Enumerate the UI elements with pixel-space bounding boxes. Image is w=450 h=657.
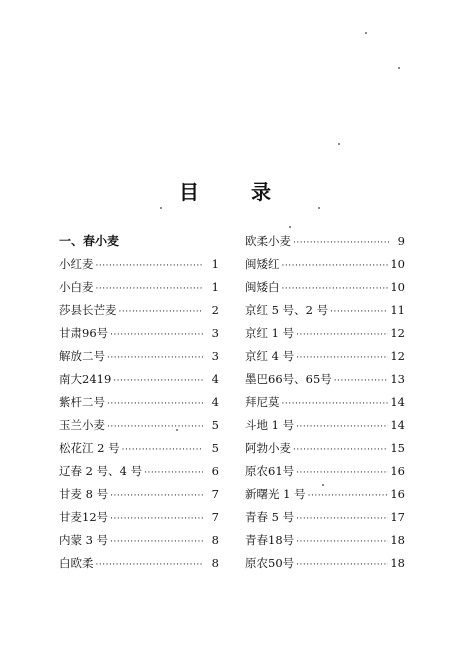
toc-entry-title: 紫杆二号 bbox=[59, 395, 105, 409]
toc-entry-page: 16 bbox=[390, 487, 405, 501]
toc-entry-page: 1 bbox=[211, 257, 219, 271]
toc-entry-page: 18 bbox=[390, 533, 405, 547]
toc-entry bbox=[245, 253, 405, 276]
toc-entry-page: 7 bbox=[211, 487, 219, 501]
toc-entry bbox=[245, 506, 405, 529]
toc-entry-page: 6 bbox=[211, 464, 219, 478]
toc-entry-title: 莎县长芒麦 bbox=[59, 303, 117, 317]
toc-entry-title: 白欧柔 bbox=[59, 556, 94, 570]
toc-dot-leader bbox=[296, 508, 388, 531]
scan-speck bbox=[160, 207, 162, 209]
toc-entry-title: 南大2419 bbox=[59, 372, 112, 386]
toc-entry-title: 闽矮红 bbox=[245, 257, 280, 271]
toc-dot-leader bbox=[96, 278, 204, 301]
toc-entry-page: 17 bbox=[390, 510, 405, 524]
toc-dot-leader bbox=[107, 347, 203, 370]
toc-entry-title: 玉兰小麦 bbox=[59, 418, 105, 432]
toc-left-column bbox=[59, 230, 219, 575]
toc-entry bbox=[245, 414, 405, 437]
toc-entry bbox=[59, 483, 219, 506]
toc-entry bbox=[245, 437, 405, 460]
toc-entry bbox=[245, 368, 405, 391]
toc-entry-title: 甘麦 8 号 bbox=[59, 487, 109, 501]
toc-dot-leader bbox=[96, 554, 204, 577]
toc-entry-page: 10 bbox=[390, 280, 405, 294]
title-char-2: 录 bbox=[251, 180, 271, 204]
toc-entry bbox=[245, 299, 405, 322]
toc-entry-title: 青春 5 号 bbox=[245, 510, 295, 524]
toc-dot-leader bbox=[110, 324, 203, 347]
page-title bbox=[0, 176, 450, 205]
toc-dot-leader bbox=[144, 462, 203, 485]
toc-dot-leader bbox=[334, 370, 389, 393]
toc-entry bbox=[59, 529, 219, 552]
toc-entry-page: 2 bbox=[211, 303, 219, 317]
toc-entry bbox=[59, 368, 219, 391]
toc-entry-page: 12 bbox=[390, 326, 405, 340]
toc-entry-page: 5 bbox=[211, 418, 219, 432]
toc-entry-page: 9 bbox=[397, 234, 405, 248]
toc-entry-page: 15 bbox=[390, 441, 405, 455]
toc-entry-title: 原农61号 bbox=[245, 464, 295, 478]
toc-entry-page: 14 bbox=[390, 418, 405, 432]
toc-entry bbox=[245, 391, 405, 414]
toc-entry-title: 青春18号 bbox=[245, 533, 295, 547]
toc-entry-title: 新曙光 1 号 bbox=[245, 487, 306, 501]
toc-entry bbox=[59, 345, 219, 368]
toc-entry bbox=[245, 483, 405, 506]
toc-dot-leader bbox=[110, 485, 203, 508]
toc-entry bbox=[245, 552, 405, 575]
toc-entry bbox=[59, 276, 219, 299]
toc-entry-title: 原农50号 bbox=[245, 556, 295, 570]
toc-entry bbox=[59, 322, 219, 345]
toc-entry-title: 小白麦 bbox=[59, 280, 94, 294]
toc-right-list bbox=[245, 230, 405, 575]
toc-dot-leader bbox=[308, 485, 389, 508]
scan-speck bbox=[365, 32, 367, 34]
toc-entry-page: 13 bbox=[390, 372, 405, 386]
scan-speck bbox=[398, 67, 400, 69]
scan-speck bbox=[176, 429, 178, 431]
toc-entry-page: 18 bbox=[390, 556, 405, 570]
toc-dot-leader bbox=[296, 416, 388, 439]
toc-entry bbox=[59, 253, 219, 276]
toc-entry-page: 10 bbox=[390, 257, 405, 271]
toc-entry-page: 1 bbox=[211, 280, 219, 294]
toc-entry bbox=[245, 230, 405, 253]
toc-entry-title: 解放二号 bbox=[59, 349, 105, 363]
toc-dot-leader bbox=[296, 347, 388, 370]
toc-dot-leader bbox=[296, 554, 388, 577]
toc-entry bbox=[59, 506, 219, 529]
toc-entry-title: 甘麦12号 bbox=[59, 510, 109, 524]
toc-dot-leader bbox=[96, 255, 204, 278]
toc-dot-leader bbox=[296, 462, 388, 485]
toc-right-column bbox=[245, 230, 405, 575]
scan-speck bbox=[338, 143, 340, 145]
toc-dot-leader bbox=[110, 531, 203, 554]
toc-entry-title: 小红麦 bbox=[59, 257, 94, 271]
toc-entry-page: 16 bbox=[390, 464, 405, 478]
toc-dot-leader bbox=[110, 508, 203, 531]
toc-entry-page: 3 bbox=[211, 349, 219, 363]
toc-entry-title: 拜尼莫 bbox=[245, 395, 280, 409]
toc-entry bbox=[59, 414, 219, 437]
toc-entry-title: 京红 1 号 bbox=[245, 326, 295, 340]
toc-entry bbox=[59, 391, 219, 414]
toc-left-list bbox=[59, 253, 219, 575]
toc-entry-title: 甘肃96号 bbox=[59, 326, 109, 340]
toc-entry-title: 斗地 1 号 bbox=[245, 418, 295, 432]
toc-entry-title: 内蒙 3 号 bbox=[59, 533, 109, 547]
toc-dot-leader bbox=[293, 232, 389, 255]
toc-dot-leader bbox=[113, 370, 203, 393]
toc-entry bbox=[245, 345, 405, 368]
toc-entry-page: 11 bbox=[390, 303, 405, 317]
toc-entry-page: 4 bbox=[211, 395, 219, 409]
toc-dot-leader bbox=[282, 278, 389, 301]
toc-dot-leader bbox=[107, 416, 203, 439]
toc-dot-leader bbox=[293, 439, 388, 462]
toc-entry-title: 闽矮白 bbox=[245, 280, 280, 294]
toc-entry-page: 8 bbox=[211, 533, 219, 547]
toc-dot-leader bbox=[296, 531, 388, 554]
toc-entry-title: 欧柔小麦 bbox=[245, 234, 291, 248]
toc-entry bbox=[245, 529, 405, 552]
toc-entry-title: 京红 4 号 bbox=[245, 349, 295, 363]
toc-entry bbox=[59, 299, 219, 322]
toc-entry bbox=[59, 552, 219, 575]
scan-speck bbox=[318, 207, 320, 209]
toc-entry-title: 辽春 2 号、4 号 bbox=[59, 464, 143, 478]
section-heading: 一、春小麦 bbox=[59, 234, 120, 248]
toc-entry-title: 松花江 2 号 bbox=[59, 441, 120, 455]
toc-dot-leader bbox=[282, 393, 389, 416]
toc-entry-page: 12 bbox=[390, 349, 405, 363]
toc-entry-page: 7 bbox=[211, 510, 219, 524]
toc-dot-leader bbox=[107, 393, 203, 416]
toc-entry-page: 14 bbox=[390, 395, 405, 409]
scan-speck bbox=[322, 484, 324, 486]
toc-entry bbox=[245, 322, 405, 345]
toc-entry bbox=[245, 460, 405, 483]
toc-entry-title: 京红 5 号、2 号 bbox=[245, 303, 329, 317]
toc-entry-page: 8 bbox=[211, 556, 219, 570]
toc-dot-leader bbox=[282, 255, 389, 278]
toc-dot-leader bbox=[296, 324, 388, 347]
scan-speck bbox=[289, 226, 291, 228]
toc-entry-page: 4 bbox=[211, 372, 219, 386]
toc-entry-page: 5 bbox=[211, 441, 219, 455]
toc-dot-leader bbox=[122, 439, 203, 462]
title-char-1: 目 bbox=[179, 180, 199, 204]
toc-entry bbox=[245, 276, 405, 299]
toc-dot-leader bbox=[330, 301, 388, 324]
toc-entry-title: 阿勃小麦 bbox=[245, 441, 291, 455]
toc-entry bbox=[59, 437, 219, 460]
toc-entry-title: 墨巴66号、65号 bbox=[245, 372, 332, 386]
toc-dot-leader bbox=[119, 301, 204, 324]
toc-entry-page: 3 bbox=[211, 326, 219, 340]
toc-entry bbox=[59, 460, 219, 483]
